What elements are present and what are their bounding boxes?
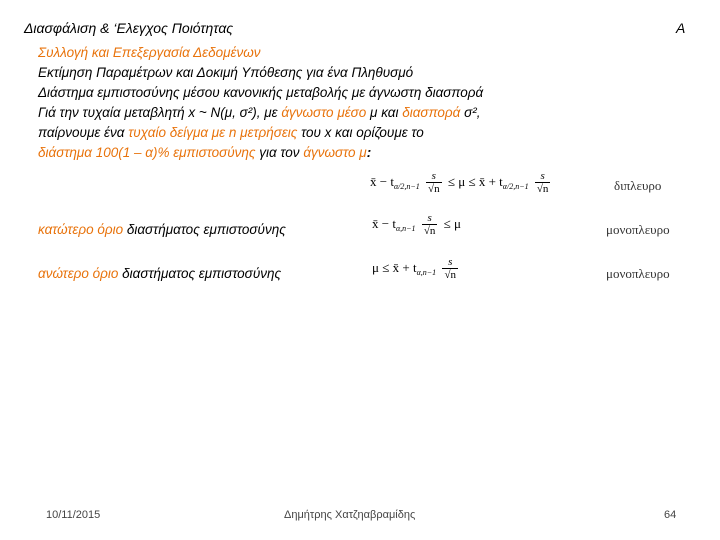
header-title: Διασφάλιση & ‘Ελεγχος Ποιότητας	[24, 20, 234, 36]
lower-b: διαστήματος εμπιστοσύνης	[123, 222, 286, 237]
heading-line-3: Διάστημα εμπιστοσύνης μέσου κανονικής μεταβολής με άγνωστη διασπορά	[38, 85, 484, 100]
label-one-sided-upper: μονοπλευρο	[606, 266, 670, 281]
frac-num: s	[431, 170, 436, 182]
text-4d: διασπορά	[402, 105, 461, 120]
le-symbol: ≤	[443, 215, 454, 231]
le-symbol: ≤	[378, 259, 393, 275]
heading-line-1: Συλλογή και Επεξεργασία Δεδομένων	[38, 45, 261, 60]
text-line-4	[38, 105, 481, 120]
plus-t: + t	[399, 259, 417, 275]
formula-two-sided	[370, 170, 553, 196]
text-6d: :	[366, 145, 372, 160]
fraction	[442, 256, 458, 282]
le-symbol: ≤	[465, 173, 479, 189]
text-line-5	[38, 125, 424, 140]
sub-one: α,n−1	[416, 267, 437, 277]
text-4e: σ²,	[460, 105, 481, 120]
text-5c: του x και ορίζουμε το	[297, 125, 424, 140]
frac-den: √n	[423, 225, 436, 237]
fraction	[422, 212, 438, 238]
lower-a: κατώτερο όριο	[38, 222, 124, 237]
frac-num: s	[427, 212, 432, 224]
text-4c: μ και	[366, 105, 403, 120]
text-5a: παίρνουμε ένα	[38, 125, 129, 140]
xbar-symbol: x̄	[372, 215, 379, 231]
le-symbol: ≤	[447, 173, 459, 189]
text-line-6	[38, 145, 371, 160]
sub-one: α,n−1	[395, 223, 416, 233]
frac-num: s	[448, 256, 453, 268]
upper-a: ανώτερο όριο	[38, 266, 119, 281]
text-5b: τυχαίο δείγμα με n μετρήσεις	[128, 125, 298, 140]
xbar-symbol: x̄	[478, 173, 486, 189]
text-6c: άγνωστο μ	[303, 145, 367, 160]
frac-den: √n	[428, 183, 440, 195]
label-two-sided: διπλευρο	[614, 178, 662, 193]
xbar-symbol: x̄	[392, 259, 400, 275]
fraction	[535, 170, 551, 196]
minus-t: − t	[378, 215, 396, 231]
lower-bound-text	[38, 222, 286, 237]
sub-two: α/2,n−1	[393, 181, 420, 191]
plus-t: + t	[485, 173, 503, 189]
mu-symbol: μ	[458, 173, 466, 189]
mu-symbol: μ	[372, 259, 379, 275]
text-4a: Γιά την τυχαία μεταβλητή x ~ N(μ, σ²), με	[38, 105, 282, 120]
sub-two: α/2,n−1	[502, 181, 529, 191]
footer-page-number: 64	[664, 509, 677, 521]
fraction	[426, 170, 442, 196]
text-6b: για τον	[255, 145, 304, 160]
formula-upper	[372, 256, 461, 282]
minus-t: − t	[376, 173, 394, 189]
frac-num: s	[540, 170, 545, 182]
frac-den: √n	[444, 269, 456, 281]
footer-author: Δημήτρης Χατζηαβραμίδης	[284, 509, 416, 521]
text-6a: διάστημα 100(1 – α)% εμπιστοσύνης	[38, 145, 256, 160]
upper-b: διαστήματος εμπιστοσύνης	[118, 266, 282, 281]
mu-symbol: μ	[454, 215, 461, 231]
heading-line-2: Εκτίμηση Παραμέτρων και Δοκιμή Υπόθεσης για ένα Πληθυσμό	[38, 65, 414, 80]
header-letter: A	[676, 20, 686, 36]
upper-bound-text	[38, 266, 281, 281]
text-4b: άγνωστο μέσο	[281, 105, 367, 120]
footer-date: 10/11/2015	[46, 509, 101, 521]
xbar-symbol: x̄	[370, 173, 377, 189]
formula-lower	[372, 212, 461, 238]
frac-den: √n	[536, 183, 549, 195]
label-one-sided-lower: μονοπλευρο	[606, 222, 670, 237]
